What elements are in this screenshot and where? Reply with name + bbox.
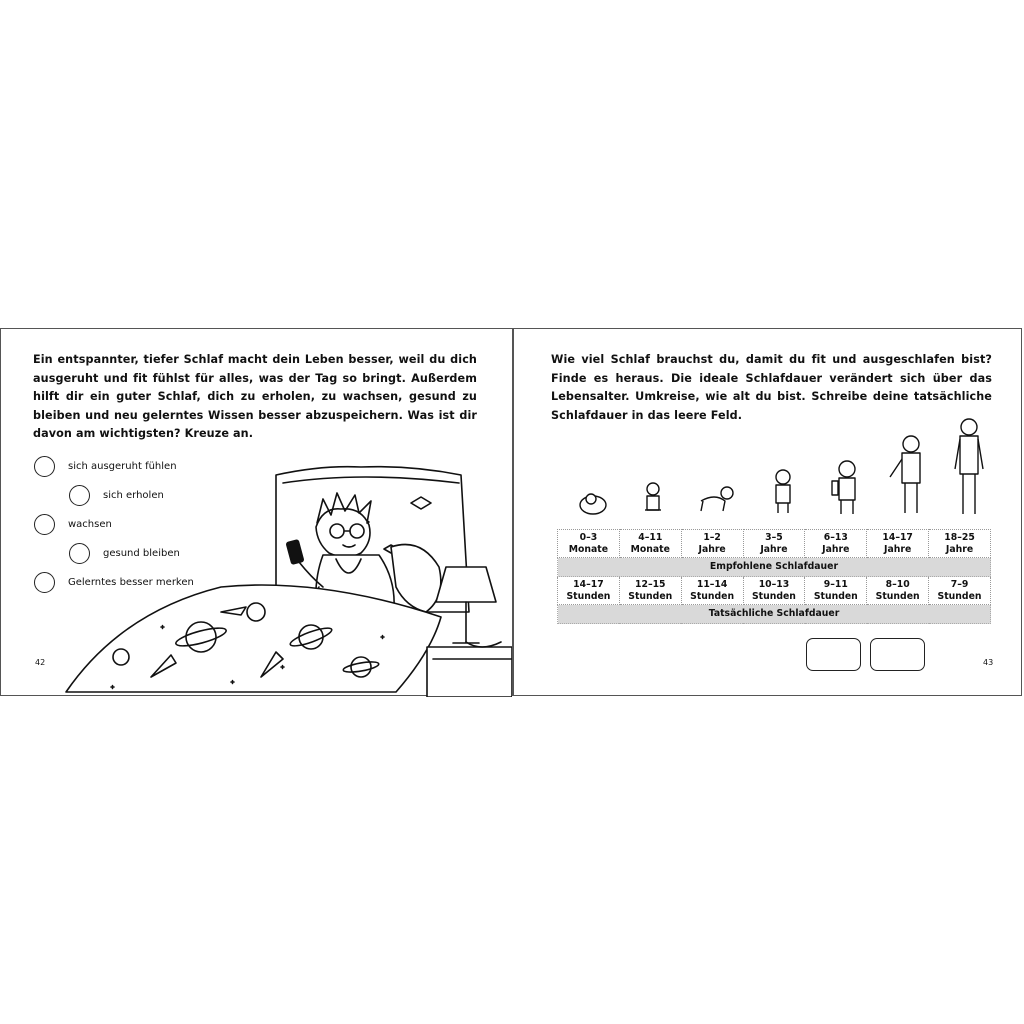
hours-cell: 9–11 Stunden [805,577,867,605]
answer-box-1[interactable] [806,638,861,671]
left-intro-text: Ein entspannter, tiefer Schlaf macht dein Leben besser, weil du dich ausgeruht und fit fühlst für alles, was der Tag so bringt. Außerdem hilft dir ein guter Schlaf, dich zu erholen, zu wachsen, gesund zu bleiben und neu gelerntes Wissen besser abzuspeichern. Was ist dir davon am wichtigsten? Kreuze an. [33,353,477,440]
hours-cell: 8–10 Stunden [867,577,929,605]
page-number-right: 43 [983,658,994,667]
hours-cell: 11–14 Stunden [681,577,743,605]
option-label: sich erholen [103,490,164,501]
checkbox-circle[interactable] [34,572,55,593]
hours-cell: 10–13 Stunden [743,577,805,605]
table-row-ages [558,530,991,558]
checkbox-circle[interactable] [34,456,55,477]
right-intro-text: Wie viel Schlaf brauchst du, damit du fit und ausgeschlafen bist? Finde es heraus. Die ideale Schlafdauer verändert sich über das Lebensalter. Umkreise, wie alt du bist. Schreibe deine tatsächliche Schlafdauer in das leere Feld. [551,353,992,422]
growth-figures-illustration [569,409,989,524]
crawling-toddler-figure [701,487,733,511]
school-child-figure [832,461,855,514]
age-cell[interactable]: 4–11 Monate [619,530,681,558]
option-label: wachsen [68,519,112,530]
option-label: Gelerntes besser merken [68,577,194,588]
age-cell[interactable]: 18–25 Jahre [929,530,991,558]
left-page [1,329,512,695]
table-row-recommended-label [558,558,991,577]
table-row-actual-label [558,605,991,624]
age-cell[interactable]: 6–13 Jahre [805,530,867,558]
hours-cell: 14–17 Stunden [558,577,620,605]
small-child-figure [776,470,790,513]
sleep-duration-table [557,529,991,624]
age-cell[interactable]: 14–17 Jahre [867,530,929,558]
recommended-duration-label: Empfohlene Schlafdauer [558,558,991,577]
swaddled-baby-figure [580,494,606,514]
age-cell[interactable]: 0–3 Monate [558,530,620,558]
adult-figure [955,419,983,514]
option-label: gesund bleiben [103,548,180,559]
teen-figure [890,436,920,513]
table-row-hours [558,577,991,605]
checkbox-circle[interactable] [34,514,55,535]
actual-duration-label: Tatsächliche Schlafdauer [558,605,991,624]
child-in-bed-illustration [61,437,512,697]
age-cell[interactable]: 3–5 Jahre [743,530,805,558]
hours-cell: 7–9 Stunden [929,577,991,605]
hours-cell: 12–15 Stunden [619,577,681,605]
sitting-baby-figure [645,483,661,510]
book-spread [0,328,1022,696]
right-page [514,329,1023,695]
page-number-left: 42 [35,658,46,667]
age-cell[interactable]: 1–2 Jahre [681,530,743,558]
answer-box-2[interactable] [870,638,925,671]
option-label: sich ausgeruht fühlen [68,461,177,472]
